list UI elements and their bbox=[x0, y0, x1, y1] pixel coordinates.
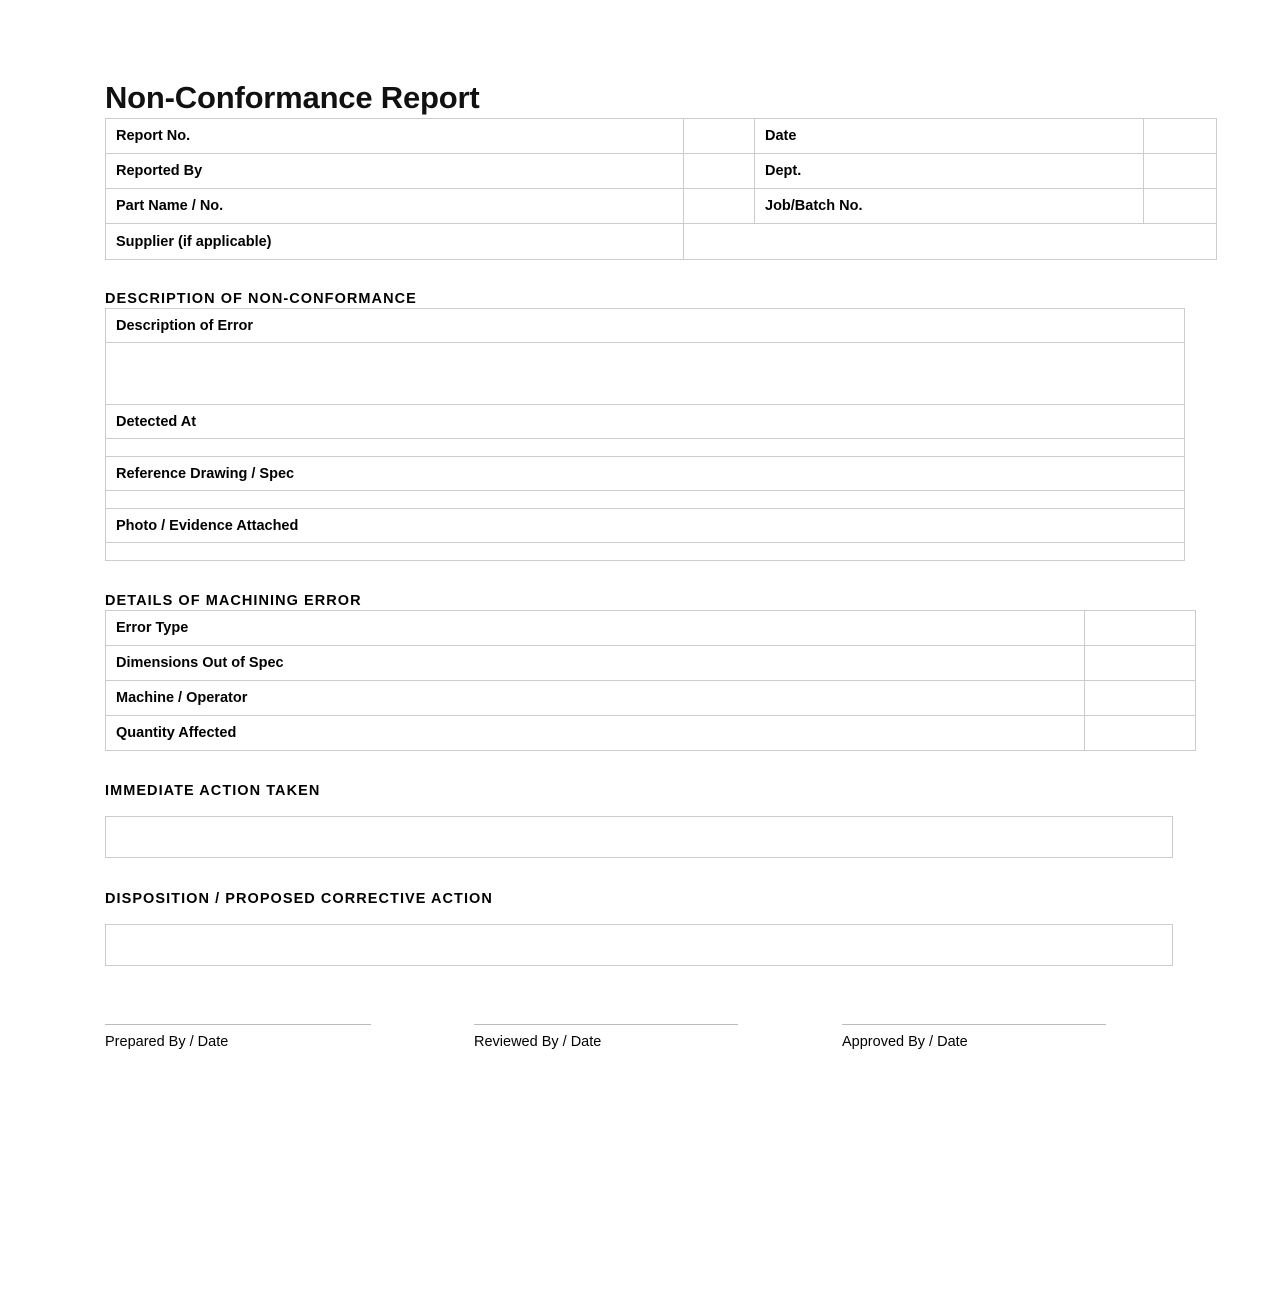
reference-drawing-spec-label: Reference Drawing / Spec bbox=[106, 457, 1185, 491]
signature-row bbox=[105, 1024, 1173, 1070]
date-field[interactable] bbox=[1144, 119, 1217, 154]
job-batch-no-label: Job/Batch No. bbox=[755, 189, 1144, 224]
table-row bbox=[106, 224, 1217, 260]
table-row bbox=[106, 716, 1196, 751]
detected-at-label: Detected At bbox=[106, 405, 1185, 439]
description-of-error-field[interactable] bbox=[106, 343, 1185, 405]
quantity-affected-field[interactable] bbox=[1085, 716, 1196, 751]
error-type-field[interactable] bbox=[1085, 611, 1196, 646]
date-label: Date bbox=[755, 119, 1144, 154]
report-no-label: Report No. bbox=[106, 119, 684, 154]
machine-operator-field[interactable] bbox=[1085, 681, 1196, 716]
part-name-field[interactable] bbox=[684, 189, 755, 224]
detected-at-field[interactable] bbox=[106, 439, 1185, 457]
table-row bbox=[106, 509, 1185, 543]
dimensions-out-of-spec-label: Dimensions Out of Spec bbox=[106, 646, 1085, 681]
section-heading-machining-error: DETAILS OF MACHINING ERROR bbox=[105, 593, 362, 609]
job-batch-no-field[interactable] bbox=[1144, 189, 1217, 224]
reported-by-label: Reported By bbox=[106, 154, 684, 189]
signature-block-approved-by bbox=[842, 1024, 1106, 1051]
table-row bbox=[106, 457, 1185, 491]
report-header-table bbox=[105, 118, 1217, 260]
table-row bbox=[106, 611, 1196, 646]
table-row bbox=[106, 309, 1185, 343]
table-row bbox=[106, 343, 1185, 405]
signature-line[interactable] bbox=[105, 1024, 371, 1025]
section-heading-disposition: DISPOSITION / PROPOSED CORRECTIVE ACTION bbox=[105, 891, 493, 907]
dept-label: Dept. bbox=[755, 154, 1144, 189]
machining-error-table bbox=[105, 610, 1196, 751]
supplier-label: Supplier (if applicable) bbox=[106, 224, 684, 260]
signature-block-prepared-by bbox=[105, 1024, 371, 1051]
section-heading-description: DESCRIPTION OF NON-CONFORMANCE bbox=[105, 291, 417, 307]
table-row bbox=[106, 154, 1217, 189]
table-row bbox=[106, 491, 1185, 509]
reported-by-field[interactable] bbox=[684, 154, 755, 189]
signature-label-approved-by: Approved By / Date bbox=[842, 1034, 968, 1050]
table-row bbox=[106, 646, 1196, 681]
supplier-field[interactable] bbox=[684, 224, 1217, 260]
document-content bbox=[105, 0, 1173, 1070]
signature-block-reviewed-by bbox=[474, 1024, 738, 1051]
signature-label-prepared-by: Prepared By / Date bbox=[105, 1034, 229, 1050]
dept-field[interactable] bbox=[1144, 154, 1217, 189]
part-name-label: Part Name / No. bbox=[106, 189, 684, 224]
error-type-label: Error Type bbox=[106, 611, 1085, 646]
description-table bbox=[105, 308, 1185, 561]
signature-line[interactable] bbox=[842, 1024, 1106, 1025]
section-heading-immediate-action: IMMEDIATE ACTION TAKEN bbox=[105, 783, 321, 799]
reference-drawing-spec-field[interactable] bbox=[106, 491, 1185, 509]
description-of-error-label: Description of Error bbox=[106, 309, 1185, 343]
quantity-affected-label: Quantity Affected bbox=[106, 716, 1085, 751]
photo-evidence-attached-field[interactable] bbox=[106, 543, 1185, 561]
table-row bbox=[106, 439, 1185, 457]
machine-operator-label: Machine / Operator bbox=[106, 681, 1085, 716]
signature-label-reviewed-by: Reviewed By / Date bbox=[474, 1034, 602, 1050]
table-row bbox=[106, 119, 1217, 154]
page-title: Non-Conformance Report bbox=[105, 80, 480, 115]
table-row bbox=[106, 189, 1217, 224]
dimensions-out-of-spec-field[interactable] bbox=[1085, 646, 1196, 681]
report-no-field[interactable] bbox=[684, 119, 755, 154]
immediate-action-field[interactable] bbox=[105, 816, 1173, 858]
disposition-field[interactable] bbox=[105, 924, 1173, 966]
table-row bbox=[106, 681, 1196, 716]
photo-evidence-attached-label: Photo / Evidence Attached bbox=[106, 509, 1185, 543]
signature-line[interactable] bbox=[474, 1024, 738, 1025]
table-row bbox=[106, 543, 1185, 561]
table-row bbox=[106, 405, 1185, 439]
